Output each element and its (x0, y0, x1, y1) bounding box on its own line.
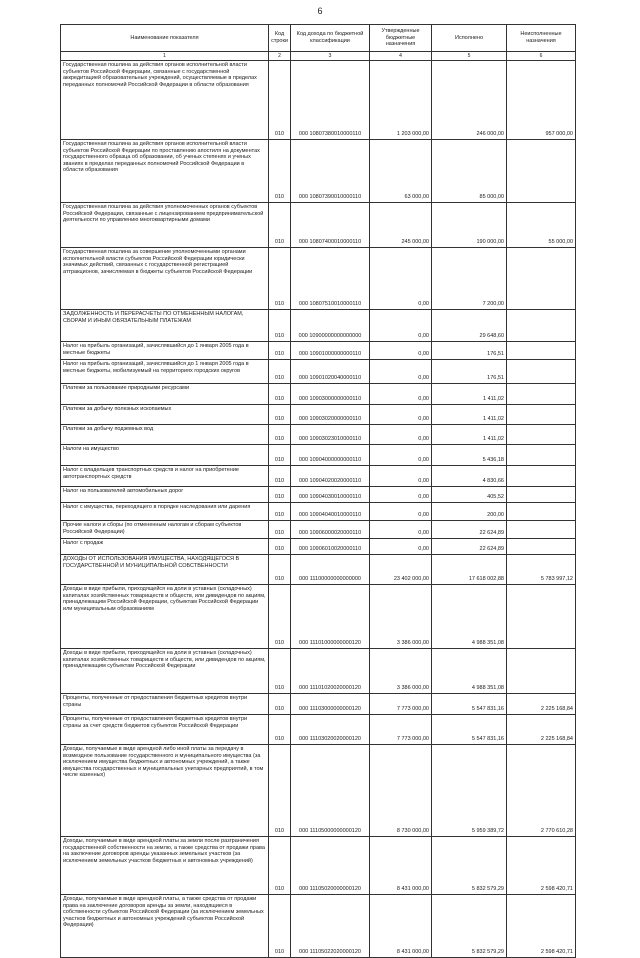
cell-line-code: 010 (269, 503, 291, 521)
page-number: 6 (317, 6, 323, 16)
header-indicator-name: Наименование показателя (61, 25, 269, 52)
cell-unexecuted: 2 225 168,84 (507, 715, 576, 745)
cell-unexecuted (507, 360, 576, 384)
table-row (61, 694, 576, 715)
cell-indicator-name: Проценты, полученные от предоставления бюджетных кредитов внутри страны за счет средств бюджетов субъектов Российской Федерации (61, 715, 269, 745)
cell-income-code: 000 10807390010000110 (291, 140, 370, 203)
column-number-row (61, 52, 576, 61)
cell-approved: 1 203 000,00 (370, 61, 432, 140)
table-row (61, 342, 576, 360)
table-row (61, 649, 576, 694)
cell-indicator-name: ДОХОДЫ ОТ ИСПОЛЬЗОВАНИЯ ИМУЩЕСТВА, НАХОДЯЩЕГОСЯ В ГОСУДАРСТВЕННОЙ И МУНИЦИПАЛЬНОЙ СОБСТВЕННОСТИ (61, 555, 269, 585)
table-row (61, 425, 576, 445)
cell-line-code: 010 (269, 466, 291, 487)
cell-approved: 0,00 (370, 503, 432, 521)
cell-indicator-name: Доходы в виде прибыли, приходящейся на доли в уставных (складочных) капиталах хозяйственных товариществ и обществ, или дивидендов по акциям, принадлежащим Российской Федерации, субъектам Российской Федерации или муниципальным образованиям (61, 585, 269, 649)
cell-line-code: 010 (269, 649, 291, 694)
cell-income-code: 000 10807510010000110 (291, 248, 370, 310)
cell-unexecuted (507, 425, 576, 445)
cell-executed: 1 411,02 (432, 405, 507, 425)
cell-unexecuted (507, 384, 576, 405)
cell-unexecuted (507, 487, 576, 503)
cell-approved: 0,00 (370, 384, 432, 405)
cell-income-code: 000 10903023010000110 (291, 425, 370, 445)
table-row (61, 715, 576, 745)
cell-income-code: 000 10901020040000110 (291, 360, 370, 384)
table-row (61, 487, 576, 503)
cell-unexecuted: 2 598 420,71 (507, 837, 576, 895)
cell-unexecuted: 2 598 420,71 (507, 895, 576, 958)
cell-indicator-name: Государственная пошлина за действия органов исполнительной власти субъектов Российской Федерации по проставлению апостиля на документах государственного образца об образовании, об ученых степенях и ученых званиях в пределах переданных полномочий Российской Федерации в области образования (61, 140, 269, 203)
cell-approved: 0,00 (370, 539, 432, 555)
table-row (61, 539, 576, 555)
cell-executed: 5 832 579,29 (432, 895, 507, 958)
cell-unexecuted (507, 310, 576, 342)
cell-unexecuted: 2 770 610,28 (507, 745, 576, 837)
cell-line-code: 010 (269, 555, 291, 585)
cell-unexecuted: 2 225 168,84 (507, 694, 576, 715)
cell-unexecuted (507, 521, 576, 539)
cell-approved: 0,00 (370, 405, 432, 425)
cell-unexecuted (507, 585, 576, 649)
cell-indicator-name: Налог с владельцев транспортных средств и налог на приобретение автотранспортных средств (61, 466, 269, 487)
cell-approved: 0,00 (370, 342, 432, 360)
cell-unexecuted (507, 466, 576, 487)
cell-income-code: 000 10904020020000110 (291, 466, 370, 487)
cell-income-code: 000 10900000000000000 (291, 310, 370, 342)
cell-unexecuted (507, 503, 576, 521)
cell-income-code: 000 10807380010000110 (291, 61, 370, 140)
table-row (61, 585, 576, 649)
cell-line-code: 010 (269, 248, 291, 310)
cell-unexecuted (507, 140, 576, 203)
cell-indicator-name: Налог с продаж (61, 539, 269, 555)
cell-executed: 1 411,02 (432, 425, 507, 445)
cell-executed: 4 988 351,08 (432, 585, 507, 649)
cell-approved: 0,00 (370, 310, 432, 342)
cell-executed: 5 832 579,29 (432, 837, 507, 895)
budget-execution-table (60, 24, 576, 958)
cell-executed: 29 648,60 (432, 310, 507, 342)
cell-approved: 0,00 (370, 466, 432, 487)
cell-approved: 7 773 000,00 (370, 694, 432, 715)
cell-indicator-name: Доходы, получаемые в виде арендной платы, а также средства от продажи права на заключение договоров аренды за земли, находящиеся в собственности субъектов Российской Федерации (за исключением земельных участков бюджетных и автономных учреждений субъектов Российской Федерации) (61, 895, 269, 958)
cell-executed: 1 411,02 (432, 384, 507, 405)
cell-unexecuted: 5 783 997,12 (507, 555, 576, 585)
table-row (61, 555, 576, 585)
table-row (61, 203, 576, 248)
cell-indicator-name: Доходы, получаемые в виде арендной либо иной платы за передачу в возмездное пользование государственного и муниципального имущества (за исключением имущества бюджетных и автономных учреждений, а также имущества государственных и муниципальных унитарных предприятий, в том числе казенных) (61, 745, 269, 837)
cell-indicator-name: Государственная пошлина за действия органов исполнительной власти субъектов Российской Федерации, связанные с государственной аккредитацией образовательных учреждений, осуществляемые в пределах переданных полномочий Российской Федерации в области образования (61, 61, 269, 140)
cell-income-code: 000 11100000000000000 (291, 555, 370, 585)
cell-indicator-name: Прочие налоги и сборы (по отмененным налогам и сборам субъектов Российской Федерации) (61, 521, 269, 539)
cell-approved: 23 402 000,00 (370, 555, 432, 585)
header-executed: Исполнено (432, 25, 507, 52)
table-row (61, 140, 576, 203)
column-number: 5 (432, 52, 507, 61)
cell-income-code: 000 10807400010000110 (291, 203, 370, 248)
cell-income-code: 000 10904000000000110 (291, 445, 370, 466)
cell-executed: 22 624,89 (432, 521, 507, 539)
cell-income-code: 000 11101000000000120 (291, 585, 370, 649)
header-line-code: Код строки (269, 25, 291, 52)
cell-income-code: 000 11105000000000120 (291, 745, 370, 837)
cell-indicator-name: Доходы в виде прибыли, приходящейся на доли в уставных (складочных) капиталах хозяйственных товариществ и обществ, или дивидендов по акциям, принадлежащим субъектам Российской Федерации (61, 649, 269, 694)
cell-indicator-name: Налоги на имущество (61, 445, 269, 466)
cell-approved: 8 730 000,00 (370, 745, 432, 837)
cell-approved: 0,00 (370, 487, 432, 503)
cell-income-code: 000 10903020000000110 (291, 405, 370, 425)
cell-line-code: 010 (269, 539, 291, 555)
cell-line-code: 010 (269, 745, 291, 837)
cell-unexecuted (507, 342, 576, 360)
cell-unexecuted: 957 000,00 (507, 61, 576, 140)
cell-indicator-name: Государственная пошлина за действия уполномоченных органов субъектов Российской Федерации, связанные с лицензированием предпринимательской деятельности по управлению многоквартирными домами (61, 203, 269, 248)
cell-income-code: 000 10904040010000110 (291, 503, 370, 521)
cell-executed: 7 200,00 (432, 248, 507, 310)
column-number: 2 (269, 52, 291, 61)
cell-executed: 22 624,89 (432, 539, 507, 555)
table-row (61, 521, 576, 539)
header-unexecuted: Неисполненные назначения (507, 25, 576, 52)
cell-indicator-name: Платежи за добычу полезных ископаемых (61, 405, 269, 425)
cell-income-code: 000 10901000000000110 (291, 342, 370, 360)
table-row (61, 837, 576, 895)
table-row (61, 895, 576, 958)
cell-approved: 3 386 000,00 (370, 649, 432, 694)
cell-line-code: 010 (269, 61, 291, 140)
cell-executed: 246 000,00 (432, 61, 507, 140)
column-number: 4 (370, 52, 432, 61)
table-header-row (61, 25, 576, 52)
cell-income-code: 000 11103020020000120 (291, 715, 370, 745)
cell-executed: 17 618 002,88 (432, 555, 507, 585)
cell-income-code: 000 11105020000000120 (291, 837, 370, 895)
cell-executed: 176,51 (432, 360, 507, 384)
cell-line-code: 010 (269, 425, 291, 445)
cell-income-code: 000 10906000020000110 (291, 521, 370, 539)
cell-executed: 176,51 (432, 342, 507, 360)
cell-approved: 245 000,00 (370, 203, 432, 248)
cell-approved: 3 386 000,00 (370, 585, 432, 649)
cell-executed: 190 000,00 (432, 203, 507, 248)
column-number: 3 (291, 52, 370, 61)
cell-line-code: 010 (269, 203, 291, 248)
cell-indicator-name: Налог на прибыль организаций, зачислявшийся до 1 января 2005 года в местные бюджеты, мобилизуемый на территориях городских округов (61, 360, 269, 384)
cell-indicator-name: Платежи за пользование природными ресурсами (61, 384, 269, 405)
table-row (61, 405, 576, 425)
cell-executed: 5 959 389,72 (432, 745, 507, 837)
table-row (61, 384, 576, 405)
cell-indicator-name: Налог на пользователей автомобильных дорог (61, 487, 269, 503)
cell-line-code: 010 (269, 487, 291, 503)
cell-line-code: 010 (269, 715, 291, 745)
cell-executed: 5 436,18 (432, 445, 507, 466)
cell-executed: 5 547 831,16 (432, 694, 507, 715)
table-row (61, 310, 576, 342)
column-number: 6 (507, 52, 576, 61)
cell-line-code: 010 (269, 310, 291, 342)
cell-executed: 5 547 831,16 (432, 715, 507, 745)
cell-approved: 0,00 (370, 360, 432, 384)
cell-line-code: 010 (269, 140, 291, 203)
cell-line-code: 010 (269, 384, 291, 405)
column-number: 1 (61, 52, 269, 61)
table-row (61, 745, 576, 837)
cell-executed: 405,52 (432, 487, 507, 503)
cell-approved: 8 431 000,00 (370, 895, 432, 958)
cell-income-code: 000 10906010020000110 (291, 539, 370, 555)
cell-indicator-name: Государственная пошлина за совершение уполномоченными органами исполнительной власти субъектов Российской Федерации юридически значимых действий, связанных с государственной регистрацией аттракционов, зачисляемая в бюджеты субъектов Российской Федерации (61, 248, 269, 310)
table-row (61, 445, 576, 466)
header-income-code: Код дохода по бюджетной классификации (291, 25, 370, 52)
table-row (61, 248, 576, 310)
cell-approved: 63 000,00 (370, 140, 432, 203)
cell-approved: 0,00 (370, 521, 432, 539)
cell-unexecuted (507, 248, 576, 310)
cell-unexecuted: 55 000,00 (507, 203, 576, 248)
table-row (61, 503, 576, 521)
table-row (61, 360, 576, 384)
cell-indicator-name: Проценты, полученные от предоставления бюджетных кредитов внутри страны (61, 694, 269, 715)
cell-approved: 0,00 (370, 445, 432, 466)
cell-line-code: 010 (269, 895, 291, 958)
cell-line-code: 010 (269, 360, 291, 384)
cell-approved: 0,00 (370, 248, 432, 310)
cell-executed: 4 830,66 (432, 466, 507, 487)
cell-income-code: 000 11101020020000120 (291, 649, 370, 694)
table-row (61, 61, 576, 140)
cell-line-code: 010 (269, 585, 291, 649)
cell-executed: 85 000,00 (432, 140, 507, 203)
cell-line-code: 010 (269, 405, 291, 425)
cell-income-code: 000 11105022020000120 (291, 895, 370, 958)
cell-indicator-name: Налог на прибыль организаций, зачислявшийся до 1 января 2005 года в местные бюджеты (61, 342, 269, 360)
header-approved: Утвержденные бюджетные назначения (370, 25, 432, 52)
cell-line-code: 010 (269, 694, 291, 715)
cell-approved: 8 431 000,00 (370, 837, 432, 895)
cell-approved: 0,00 (370, 425, 432, 445)
cell-line-code: 010 (269, 342, 291, 360)
cell-income-code: 000 11103000000000120 (291, 694, 370, 715)
cell-unexecuted (507, 405, 576, 425)
cell-approved: 7 773 000,00 (370, 715, 432, 745)
table-row (61, 466, 576, 487)
cell-executed: 4 988 351,08 (432, 649, 507, 694)
cell-indicator-name: ЗАДОЛЖЕННОСТЬ И ПЕРЕРАСЧЕТЫ ПО ОТМЕНЕННЫМ НАЛОГАМ, СБОРАМ И ИНЫМ ОБЯЗАТЕЛЬНЫМ ПЛАТЕЖАМ (61, 310, 269, 342)
cell-unexecuted (507, 445, 576, 466)
cell-indicator-name: Доходы, получаемые в виде арендной платы за земли после разграничения государственной собственности на землю, а также средства от продажи права на заключение договоров аренды указанных земельных участков (за исключением земельных участков бюджетных и автономных учреждений) (61, 837, 269, 895)
cell-line-code: 010 (269, 445, 291, 466)
cell-executed: 200,00 (432, 503, 507, 521)
cell-income-code: 000 10904030010000110 (291, 487, 370, 503)
cell-income-code: 000 10903000000000110 (291, 384, 370, 405)
cell-unexecuted (507, 539, 576, 555)
cell-indicator-name: Платежи за добычу подземных вод (61, 425, 269, 445)
cell-line-code: 010 (269, 521, 291, 539)
cell-line-code: 010 (269, 837, 291, 895)
cell-indicator-name: Налог с имущества, переходящего в порядке наследования или дарения (61, 503, 269, 521)
table-body (61, 61, 576, 958)
cell-unexecuted (507, 649, 576, 694)
